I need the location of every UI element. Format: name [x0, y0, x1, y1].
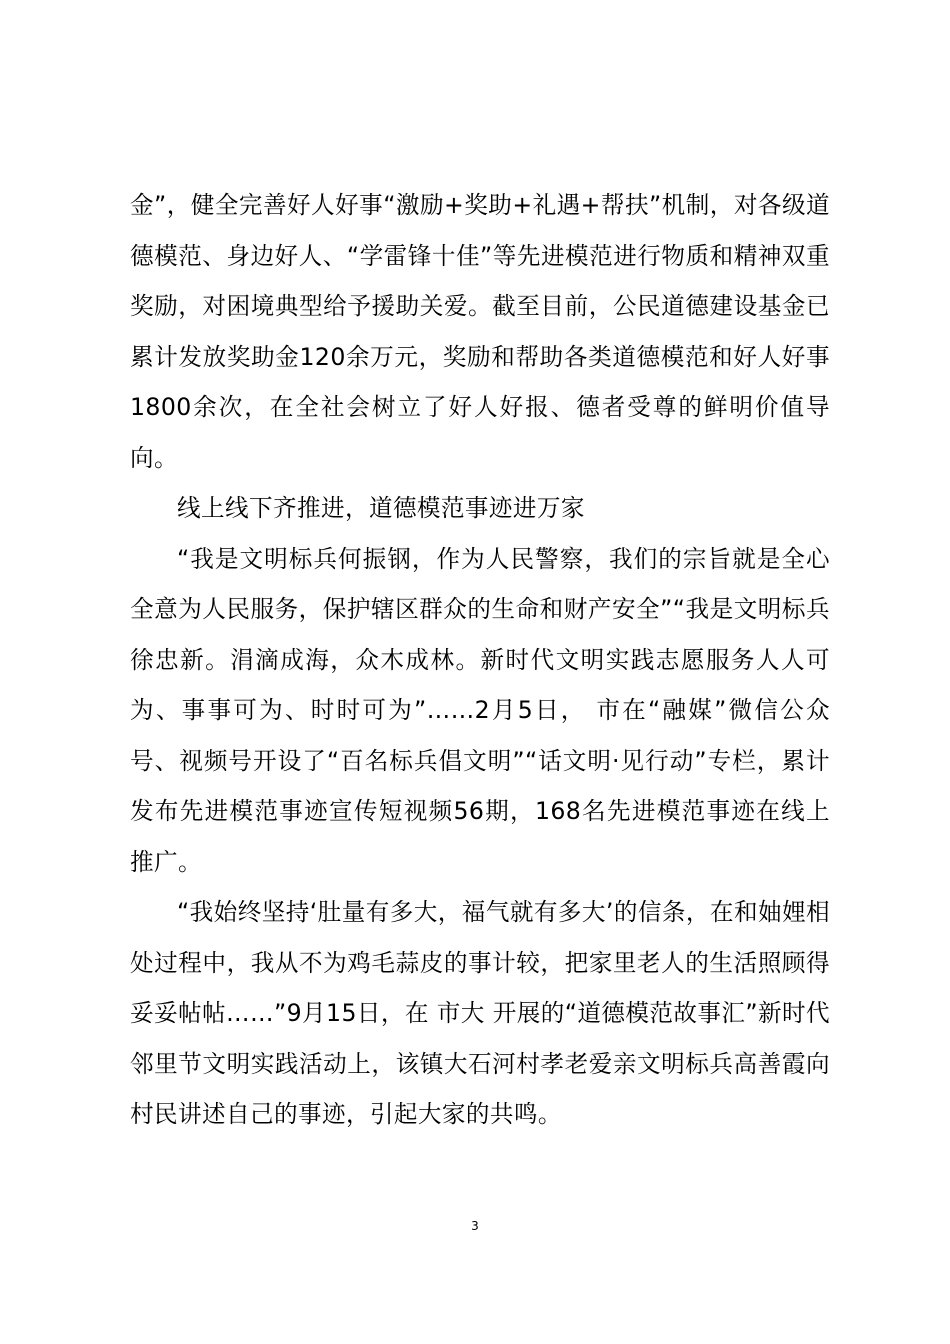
paragraph-story-event: “我始终坚持‘肚量有多大，福气就有多大’的信条，在和妯娌相处过程中，我从不为鸡毛蒜皮的事计较，把家里老人的生活照顾得妥妥帖帖……”9月15日，在 市大 开展的“道德模范故事汇”新时代邻里节文明实践活动上，该镇大石河村孝老爱亲文明标兵高善霞向村民讲述自己的事迹，引起大家的共鸣。 — [130, 898, 830, 1128]
paragraph-continued: 金”，健全完善好人好事“激励+奖助+礼遇+帮扶”机制，对各级道德模范、身边好人、“学雷锋十佳”等先进模范进行物质和精神双重奖励，对困境典型给予援助关爱。截至目前，公民道德建设基金已累计发放奖助金120余万元，奖励和帮助各类道德模范和好人好事1800余次，在全社会树立了好人好报、德者受尊的鲜明价值导向。 — [130, 191, 830, 472]
document-body — [130, 180, 830, 1140]
paragraph-online-promotion: “我是文明标兵何振钢，作为人民警察，我们的宗旨就是全心全意为人民服务，保护辖区群众的生命和财产安全”“我是文明标兵徐忠新。涓滴成海，众木成林。新时代文明实践志愿服务人人可为、事事可为、时时可为”……2月5日， 市在“融媒”微信公众号、视频号开设了“百名标兵倡文明”“话文明·见行动”专栏，累计发布先进模范事迹宣传短视频56期，168名先进模范事迹在线上推广。 — [130, 544, 830, 876]
page-number: 3 — [471, 1219, 479, 1233]
section-heading: 线上线下齐推进，道德模范事迹进万家 — [177, 494, 585, 522]
